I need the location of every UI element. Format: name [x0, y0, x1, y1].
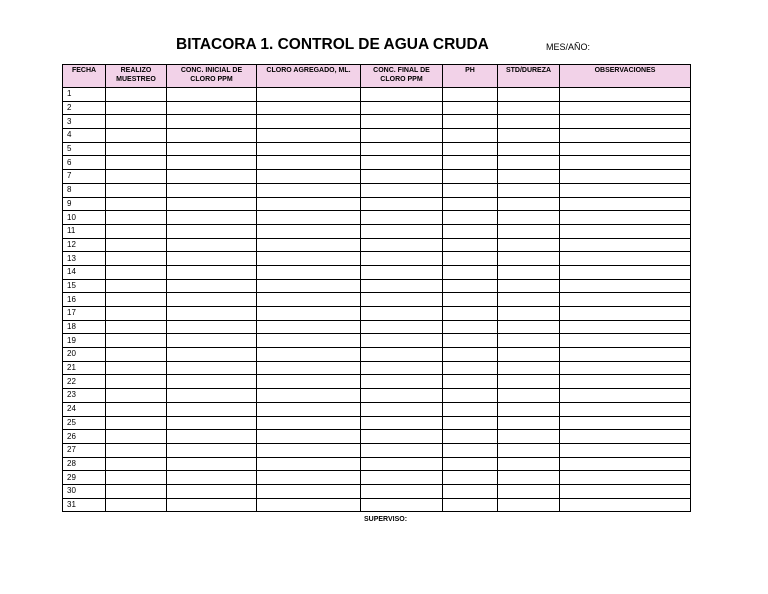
day-cell: 13 — [63, 252, 106, 266]
ph-cell[interactable] — [443, 170, 498, 184]
conc-final-cell[interactable] — [361, 224, 443, 238]
day-cell: 1 — [63, 88, 106, 102]
table-row — [63, 361, 691, 375]
std-dureza-cell[interactable] — [498, 238, 560, 252]
ph-cell[interactable] — [443, 389, 498, 403]
std-dureza-cell[interactable] — [498, 402, 560, 416]
std-dureza-cell[interactable] — [498, 183, 560, 197]
realizo-muestreo-cell[interactable] — [106, 265, 167, 279]
realizo-muestreo-cell[interactable] — [106, 334, 167, 348]
ph-cell[interactable] — [443, 293, 498, 307]
realizo-muestreo-cell[interactable] — [106, 348, 167, 362]
observaciones-cell[interactable] — [560, 197, 691, 211]
conc-final-cell[interactable] — [361, 389, 443, 403]
cloro-agregado-cell[interactable] — [257, 293, 361, 307]
ph-cell[interactable] — [443, 238, 498, 252]
header-std-dureza: STD/DUREZA — [498, 65, 560, 88]
conc-inicial-cell[interactable] — [167, 471, 257, 485]
conc-final-cell[interactable] — [361, 320, 443, 334]
cloro-agregado-cell[interactable] — [257, 389, 361, 403]
std-dureza-cell[interactable] — [498, 101, 560, 115]
cloro-agregado-cell[interactable] — [257, 498, 361, 512]
day-cell: 3 — [63, 115, 106, 129]
day-cell: 23 — [63, 389, 106, 403]
table-row — [63, 265, 691, 279]
table-row — [63, 129, 691, 143]
realizo-muestreo-cell[interactable] — [106, 484, 167, 498]
table-row — [63, 279, 691, 293]
std-dureza-cell[interactable] — [498, 197, 560, 211]
conc-final-cell[interactable] — [361, 361, 443, 375]
cloro-agregado-cell[interactable] — [257, 252, 361, 266]
day-cell: 28 — [63, 457, 106, 471]
cloro-agregado-cell[interactable] — [257, 238, 361, 252]
table-row — [63, 320, 691, 334]
std-dureza-cell[interactable] — [498, 471, 560, 485]
observaciones-cell[interactable] — [560, 238, 691, 252]
cloro-agregado-cell[interactable] — [257, 375, 361, 389]
realizo-muestreo-cell[interactable] — [106, 279, 167, 293]
std-dureza-cell[interactable] — [498, 88, 560, 102]
conc-inicial-cell[interactable] — [167, 498, 257, 512]
day-cell: 5 — [63, 142, 106, 156]
day-cell: 27 — [63, 443, 106, 457]
ph-cell[interactable] — [443, 334, 498, 348]
day-cell: 2 — [63, 101, 106, 115]
std-dureza-cell[interactable] — [498, 484, 560, 498]
cloro-agregado-cell[interactable] — [257, 88, 361, 102]
conc-final-cell[interactable] — [361, 115, 443, 129]
table-row — [63, 101, 691, 115]
conc-inicial-cell[interactable] — [167, 348, 257, 362]
ph-cell[interactable] — [443, 348, 498, 362]
day-cell: 19 — [63, 334, 106, 348]
cloro-agregado-cell[interactable] — [257, 115, 361, 129]
cloro-agregado-cell[interactable] — [257, 416, 361, 430]
ph-cell[interactable] — [443, 361, 498, 375]
realizo-muestreo-cell[interactable] — [106, 88, 167, 102]
day-cell: 21 — [63, 361, 106, 375]
conc-inicial-cell[interactable] — [167, 224, 257, 238]
conc-final-cell[interactable] — [361, 443, 443, 457]
observaciones-cell[interactable] — [560, 211, 691, 225]
header-conc-final: CONC. FINAL DE CLORO PPM — [361, 65, 443, 88]
realizo-muestreo-cell[interactable] — [106, 320, 167, 334]
ph-cell[interactable] — [443, 129, 498, 143]
observaciones-cell[interactable] — [560, 279, 691, 293]
realizo-muestreo-cell[interactable] — [106, 224, 167, 238]
observaciones-cell[interactable] — [560, 484, 691, 498]
conc-final-cell[interactable] — [361, 238, 443, 252]
cloro-agregado-cell[interactable] — [257, 471, 361, 485]
observaciones-cell[interactable] — [560, 348, 691, 362]
ph-cell[interactable] — [443, 375, 498, 389]
conc-final-cell[interactable] — [361, 293, 443, 307]
table-row — [63, 416, 691, 430]
conc-final-cell[interactable] — [361, 402, 443, 416]
realizo-muestreo-cell[interactable] — [106, 293, 167, 307]
day-cell: 20 — [63, 348, 106, 362]
conc-inicial-cell[interactable] — [167, 170, 257, 184]
day-cell: 16 — [63, 293, 106, 307]
day-cell: 15 — [63, 279, 106, 293]
ph-cell[interactable] — [443, 101, 498, 115]
header-conc-inicial: CONC. INICIAL DE CLORO PPM — [167, 65, 257, 88]
table-row — [63, 115, 691, 129]
table-row — [63, 443, 691, 457]
conc-inicial-cell[interactable] — [167, 375, 257, 389]
ph-cell[interactable] — [443, 402, 498, 416]
realizo-muestreo-cell[interactable] — [106, 252, 167, 266]
realizo-muestreo-cell[interactable] — [106, 443, 167, 457]
day-cell: 31 — [63, 498, 106, 512]
day-cell: 14 — [63, 265, 106, 279]
log-table — [62, 64, 691, 512]
ph-cell[interactable] — [443, 471, 498, 485]
conc-inicial-cell[interactable] — [167, 416, 257, 430]
std-dureza-cell[interactable] — [498, 416, 560, 430]
ph-cell[interactable] — [443, 457, 498, 471]
ph-cell[interactable] — [443, 320, 498, 334]
realizo-muestreo-cell[interactable] — [106, 416, 167, 430]
conc-inicial-cell[interactable] — [167, 279, 257, 293]
day-cell: 25 — [63, 416, 106, 430]
ph-cell[interactable] — [443, 211, 498, 225]
realizo-muestreo-cell[interactable] — [106, 238, 167, 252]
table-row — [63, 375, 691, 389]
conc-inicial-cell[interactable] — [167, 334, 257, 348]
observaciones-cell[interactable] — [560, 183, 691, 197]
conc-final-cell[interactable] — [361, 170, 443, 184]
cloro-agregado-cell[interactable] — [257, 197, 361, 211]
conc-final-cell[interactable] — [361, 307, 443, 321]
std-dureza-cell[interactable] — [498, 252, 560, 266]
conc-final-cell[interactable] — [361, 430, 443, 444]
table-row — [63, 183, 691, 197]
document-title: BITACORA 1. CONTROL DE AGUA CRUDA — [176, 36, 489, 53]
day-cell: 4 — [63, 129, 106, 143]
conc-inicial-cell[interactable] — [167, 389, 257, 403]
conc-inicial-cell[interactable] — [167, 265, 257, 279]
table-row — [63, 238, 691, 252]
table-row — [63, 402, 691, 416]
std-dureza-cell[interactable] — [498, 293, 560, 307]
realizo-muestreo-cell[interactable] — [106, 457, 167, 471]
std-dureza-cell[interactable] — [498, 348, 560, 362]
day-cell: 10 — [63, 211, 106, 225]
conc-final-cell[interactable] — [361, 471, 443, 485]
conc-inicial-cell[interactable] — [167, 238, 257, 252]
conc-final-cell[interactable] — [361, 142, 443, 156]
std-dureza-cell[interactable] — [498, 156, 560, 170]
table-row — [63, 142, 691, 156]
std-dureza-cell[interactable] — [498, 265, 560, 279]
conc-final-cell[interactable] — [361, 484, 443, 498]
table-row — [63, 88, 691, 102]
day-cell: 22 — [63, 375, 106, 389]
observaciones-cell[interactable] — [560, 129, 691, 143]
day-cell: 8 — [63, 183, 106, 197]
realizo-muestreo-cell[interactable] — [106, 170, 167, 184]
conc-final-cell[interactable] — [361, 498, 443, 512]
day-cell: 18 — [63, 320, 106, 334]
std-dureza-cell[interactable] — [498, 279, 560, 293]
ph-cell[interactable] — [443, 265, 498, 279]
conc-inicial-cell[interactable] — [167, 183, 257, 197]
conc-inicial-cell[interactable] — [167, 430, 257, 444]
conc-inicial-cell[interactable] — [167, 211, 257, 225]
observaciones-cell[interactable] — [560, 307, 691, 321]
header-ph: PH — [443, 65, 498, 88]
cloro-agregado-cell[interactable] — [257, 183, 361, 197]
cloro-agregado-cell[interactable] — [257, 129, 361, 143]
conc-inicial-cell[interactable] — [167, 293, 257, 307]
ph-cell[interactable] — [443, 279, 498, 293]
observaciones-cell[interactable] — [560, 334, 691, 348]
observaciones-cell[interactable] — [560, 265, 691, 279]
cloro-agregado-cell[interactable] — [257, 101, 361, 115]
std-dureza-cell[interactable] — [498, 457, 560, 471]
supervisor-label: SUPERVISO: — [364, 516, 408, 523]
std-dureza-cell[interactable] — [498, 361, 560, 375]
cloro-agregado-cell[interactable] — [257, 348, 361, 362]
conc-inicial-cell[interactable] — [167, 361, 257, 375]
conc-inicial-cell[interactable] — [167, 129, 257, 143]
std-dureza-cell[interactable] — [498, 430, 560, 444]
ph-cell[interactable] — [443, 252, 498, 266]
day-cell: 12 — [63, 238, 106, 252]
conc-final-cell[interactable] — [361, 183, 443, 197]
cloro-agregado-cell[interactable] — [257, 484, 361, 498]
ph-cell[interactable] — [443, 88, 498, 102]
day-cell: 30 — [63, 484, 106, 498]
realizo-muestreo-cell[interactable] — [106, 471, 167, 485]
conc-final-cell[interactable] — [361, 279, 443, 293]
observaciones-cell[interactable] — [560, 402, 691, 416]
conc-inicial-cell[interactable] — [167, 307, 257, 321]
cloro-agregado-cell[interactable] — [257, 457, 361, 471]
ph-cell[interactable] — [443, 197, 498, 211]
cloro-agregado-cell[interactable] — [257, 279, 361, 293]
cloro-agregado-cell[interactable] — [257, 443, 361, 457]
cloro-agregado-cell[interactable] — [257, 334, 361, 348]
conc-final-cell[interactable] — [361, 265, 443, 279]
conc-final-cell[interactable] — [361, 334, 443, 348]
cloro-agregado-cell[interactable] — [257, 156, 361, 170]
conc-inicial-cell[interactable] — [167, 115, 257, 129]
table-row — [63, 224, 691, 238]
conc-final-cell[interactable] — [361, 416, 443, 430]
table-row — [63, 211, 691, 225]
observaciones-cell[interactable] — [560, 389, 691, 403]
observaciones-cell[interactable] — [560, 252, 691, 266]
conc-inicial-cell[interactable] — [167, 156, 257, 170]
std-dureza-cell[interactable] — [498, 170, 560, 184]
std-dureza-cell[interactable] — [498, 307, 560, 321]
std-dureza-cell[interactable] — [498, 375, 560, 389]
observaciones-cell[interactable] — [560, 101, 691, 115]
realizo-muestreo-cell[interactable] — [106, 129, 167, 143]
table-row — [63, 348, 691, 362]
ph-cell[interactable] — [443, 115, 498, 129]
observaciones-cell[interactable] — [560, 88, 691, 102]
observaciones-cell[interactable] — [560, 224, 691, 238]
table-row — [63, 197, 691, 211]
ph-cell[interactable] — [443, 430, 498, 444]
cloro-agregado-cell[interactable] — [257, 402, 361, 416]
table-row — [63, 307, 691, 321]
cloro-agregado-cell[interactable] — [257, 224, 361, 238]
ph-cell[interactable] — [443, 307, 498, 321]
conc-final-cell[interactable] — [361, 252, 443, 266]
header-fecha: FECHA — [63, 65, 106, 88]
cloro-agregado-cell[interactable] — [257, 361, 361, 375]
realizo-muestreo-cell[interactable] — [106, 402, 167, 416]
observaciones-cell[interactable] — [560, 471, 691, 485]
realizo-muestreo-cell[interactable] — [106, 142, 167, 156]
observaciones-cell[interactable] — [560, 115, 691, 129]
realizo-muestreo-cell[interactable] — [106, 389, 167, 403]
conc-inicial-cell[interactable] — [167, 484, 257, 498]
table-row — [63, 156, 691, 170]
ph-cell[interactable] — [443, 443, 498, 457]
cloro-agregado-cell[interactable] — [257, 170, 361, 184]
table-row — [63, 293, 691, 307]
realizo-muestreo-cell[interactable] — [106, 498, 167, 512]
realizo-muestreo-cell[interactable] — [106, 361, 167, 375]
observaciones-cell[interactable] — [560, 293, 691, 307]
conc-final-cell[interactable] — [361, 348, 443, 362]
realizo-muestreo-cell[interactable] — [106, 197, 167, 211]
table-row — [63, 484, 691, 498]
day-cell: 17 — [63, 307, 106, 321]
conc-inicial-cell[interactable] — [167, 457, 257, 471]
observaciones-cell[interactable] — [560, 430, 691, 444]
table-row — [63, 170, 691, 184]
observaciones-cell[interactable] — [560, 457, 691, 471]
ph-cell[interactable] — [443, 142, 498, 156]
conc-inicial-cell[interactable] — [167, 443, 257, 457]
conc-final-cell[interactable] — [361, 457, 443, 471]
observaciones-cell[interactable] — [560, 375, 691, 389]
ph-cell[interactable] — [443, 183, 498, 197]
ph-cell[interactable] — [443, 156, 498, 170]
table-row — [63, 457, 691, 471]
log-table-body — [63, 88, 691, 512]
observaciones-cell[interactable] — [560, 498, 691, 512]
ph-cell[interactable] — [443, 224, 498, 238]
cloro-agregado-cell[interactable] — [257, 265, 361, 279]
ph-cell[interactable] — [443, 484, 498, 498]
conc-inicial-cell[interactable] — [167, 402, 257, 416]
day-cell: 7 — [63, 170, 106, 184]
std-dureza-cell[interactable] — [498, 334, 560, 348]
cloro-agregado-cell[interactable] — [257, 320, 361, 334]
observaciones-cell[interactable] — [560, 142, 691, 156]
realizo-muestreo-cell[interactable] — [106, 115, 167, 129]
header-observaciones: OBSERVACIONES — [560, 65, 691, 88]
day-cell: 9 — [63, 197, 106, 211]
day-cell: 24 — [63, 402, 106, 416]
std-dureza-cell[interactable] — [498, 389, 560, 403]
conc-final-cell[interactable] — [361, 129, 443, 143]
std-dureza-cell[interactable] — [498, 142, 560, 156]
table-row — [63, 498, 691, 512]
realizo-muestreo-cell[interactable] — [106, 183, 167, 197]
conc-inicial-cell[interactable] — [167, 320, 257, 334]
table-row — [63, 334, 691, 348]
ph-cell[interactable] — [443, 416, 498, 430]
conc-inicial-cell[interactable] — [167, 101, 257, 115]
conc-final-cell[interactable] — [361, 375, 443, 389]
realizo-muestreo-cell[interactable] — [106, 430, 167, 444]
std-dureza-cell[interactable] — [498, 211, 560, 225]
conc-final-cell[interactable] — [361, 156, 443, 170]
realizo-muestreo-cell[interactable] — [106, 211, 167, 225]
table-row — [63, 252, 691, 266]
day-cell: 26 — [63, 430, 106, 444]
month-year-label: MES/AÑO: — [546, 42, 591, 52]
day-cell: 6 — [63, 156, 106, 170]
std-dureza-cell[interactable] — [498, 129, 560, 143]
cloro-agregado-cell[interactable] — [257, 211, 361, 225]
std-dureza-cell[interactable] — [498, 498, 560, 512]
realizo-muestreo-cell[interactable] — [106, 307, 167, 321]
conc-final-cell[interactable] — [361, 101, 443, 115]
std-dureza-cell[interactable] — [498, 320, 560, 334]
header-realizo-muestreo: REALIZO MUESTREO — [106, 65, 167, 88]
observaciones-cell[interactable] — [560, 361, 691, 375]
cloro-agregado-cell[interactable] — [257, 430, 361, 444]
observaciones-cell[interactable] — [560, 416, 691, 430]
conc-inicial-cell[interactable] — [167, 142, 257, 156]
cloro-agregado-cell[interactable] — [257, 142, 361, 156]
std-dureza-cell[interactable] — [498, 115, 560, 129]
conc-final-cell[interactable] — [361, 211, 443, 225]
observaciones-cell[interactable] — [560, 443, 691, 457]
std-dureza-cell[interactable] — [498, 443, 560, 457]
conc-final-cell[interactable] — [361, 88, 443, 102]
ph-cell[interactable] — [443, 498, 498, 512]
realizo-muestreo-cell[interactable] — [106, 375, 167, 389]
realizo-muestreo-cell[interactable] — [106, 101, 167, 115]
observaciones-cell[interactable] — [560, 156, 691, 170]
header-cloro-agregado: CLORO AGREGADO, ML. — [257, 65, 361, 88]
day-cell: 29 — [63, 471, 106, 485]
observaciones-cell[interactable] — [560, 320, 691, 334]
header-row — [63, 65, 691, 88]
observaciones-cell[interactable] — [560, 170, 691, 184]
conc-inicial-cell[interactable] — [167, 88, 257, 102]
day-cell: 11 — [63, 224, 106, 238]
conc-inicial-cell[interactable] — [167, 197, 257, 211]
cloro-agregado-cell[interactable] — [257, 307, 361, 321]
conc-inicial-cell[interactable] — [167, 252, 257, 266]
table-row — [63, 430, 691, 444]
table-row — [63, 389, 691, 403]
realizo-muestreo-cell[interactable] — [106, 156, 167, 170]
conc-final-cell[interactable] — [361, 197, 443, 211]
std-dureza-cell[interactable] — [498, 224, 560, 238]
table-row — [63, 471, 691, 485]
